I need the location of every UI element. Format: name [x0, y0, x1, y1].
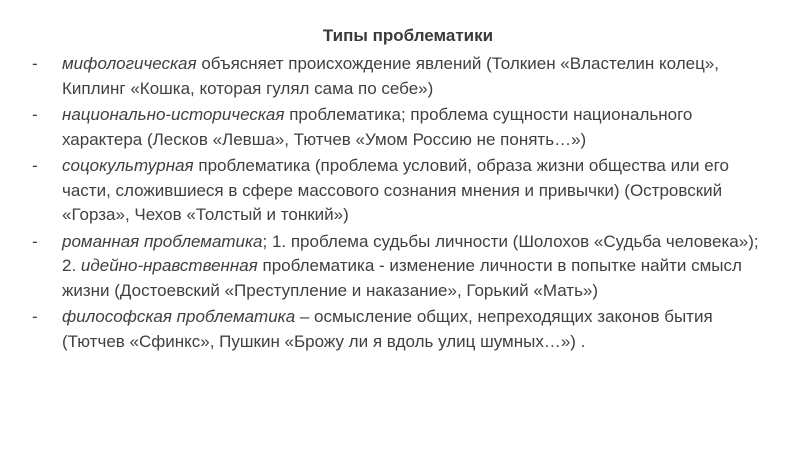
list-item: [32, 103, 764, 152]
item-text: проблематика; проблема сущности национального характера (Лесков «Левша», Тютчев «Умом Россию не понять…»): [62, 105, 693, 149]
bullet-dash: -: [32, 54, 38, 73]
list-item: [32, 154, 764, 228]
item-term: соцокультурная: [62, 156, 194, 175]
item-text: проблематика (проблема условий, образа жизни общества или его части, сложившиеся в сфере массового сознания мнения и привычки) (Островский «Горза», Чехов «Толстый и тонкий»): [62, 156, 729, 224]
item-term: идейно-нравственная: [80, 256, 258, 275]
item-term: мифологическая: [62, 54, 197, 73]
bullet-dash: -: [32, 307, 38, 326]
item-text: объясняет происхождение явлений (Толкиен «Властелин колец», Киплинг «Кошка, которая гулял сама по себе»): [62, 54, 719, 98]
item-text: ; 1. проблема судьбы личности (Шолохов «Судьба человека»); 2.: [62, 231, 759, 275]
list-item: [32, 305, 764, 354]
list-item: [32, 230, 764, 304]
list-item: [32, 52, 764, 101]
bullet-dash: -: [32, 231, 38, 251]
bullet-dash: -: [32, 105, 38, 124]
slide-title: Типы проблематики: [322, 26, 494, 45]
item-term: философская проблематика: [62, 307, 296, 326]
problem-types-list: [32, 52, 764, 354]
bullet-dash: -: [32, 156, 38, 175]
item-text: проблематика - изменение личности в попытке найти смысл жизни (Достоевский «Преступление и наказание», Горький «Мать»): [62, 256, 742, 300]
item-term: национально-историческая: [62, 105, 285, 124]
item-text: – осмысление общих, непреходящих законов бытия (Тютчев «Сфинкс», Пушкин «Брожу ли я вдоль улиц шумных…») .: [62, 307, 713, 351]
item-term: романная проблематика: [62, 231, 263, 251]
